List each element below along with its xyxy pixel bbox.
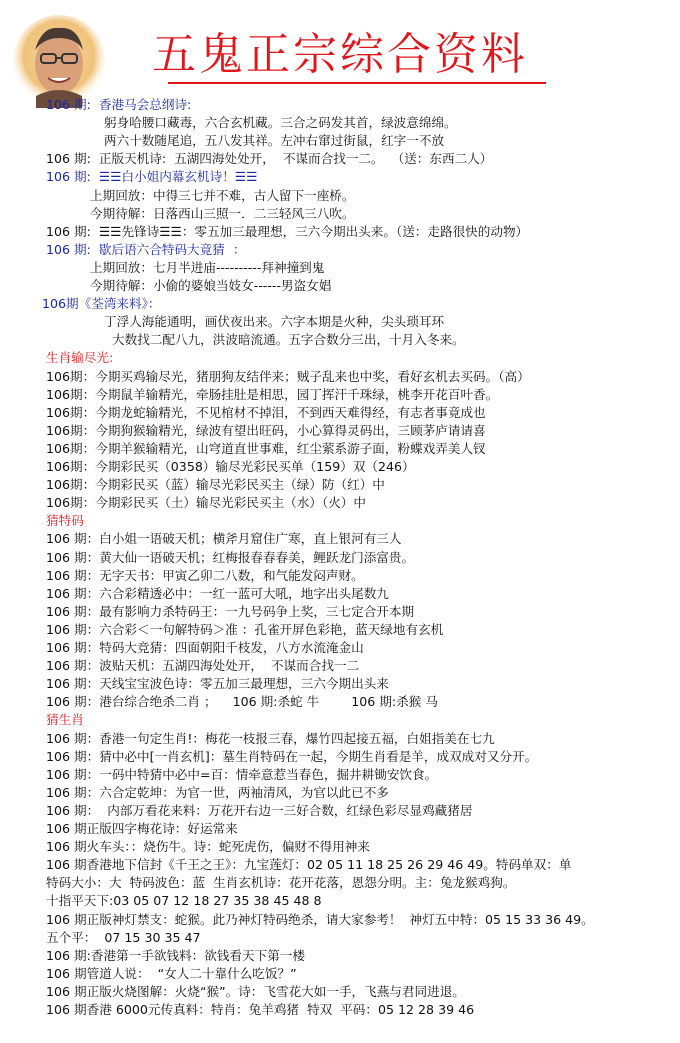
content-line: 106 期：白小姐一语破天机；横斧月窟住广寒，直上银河有三人 [46, 531, 402, 547]
content-line: 106 期:香港第一手欲钱料：欲钱看天下第一楼 [46, 947, 305, 963]
content-line: 106 期：六合彩＜一句解特码＞准 ：孔雀开屏色彩艳，蓝天绿地有玄机 [46, 621, 444, 637]
content-line: 106 期：波贴天机：五湖四海处处开， 不谋而合找一二 [46, 658, 360, 674]
content-line: 106 期香港 6000元传真料：特肖：兔羊鸡猪 特双 平码：05 12 28 39 46 [46, 1002, 475, 1017]
content-line: 106 期管道人说： “女人二十靠什么吃饭？” [46, 965, 297, 981]
content-line: 106 期: 正版天机诗: 五湖四海处处开， 不谋而合找一二。 （送：东西二人） [46, 151, 493, 167]
content-line: 106 期：六合定乾坤：为官一世，两袖清风，为官以此已不多 [46, 784, 389, 800]
content-line: 106期：今期羊猴输精光，山穹道直世事难，红尘萦系游子面，粉蝶戏弄美人钗 [46, 440, 486, 456]
content-line: 106 期：香港一句定生肖!：梅花一枝报三春，爆竹四起接五福，白姐指美在七九 [46, 730, 495, 746]
content-line: 106期：今期买鸡输尽光，猪朋狗友结伴来；贼子乱来也中奖，看好玄机去买码。（高） [46, 368, 530, 384]
content-line: 106 期：黄大仙一语破天机；红梅报春春春美，鲤跃龙门添富贵。 [46, 549, 415, 565]
content-line: 上期回放：七月半进庙----------拜神撞到鬼 [90, 259, 325, 275]
content-line: 106 期香港地下信封《千王之王》：九宝莲灯：02 05 11 18 25 26 29 46 49。特码单双：单 [46, 857, 572, 873]
content-line: 106 期：天线宝宝波色诗：零五加三最理想，三六今期出头来 [46, 676, 389, 692]
content-line: 106期：今期彩民买（蓝）输尽光彩民买主（绿）防（红）中 [46, 477, 385, 493]
content-line: 106期：今期彩民买（土）输尽光彩民买主（水）（火）中 [46, 495, 366, 511]
content-line: 106 期：港台综合绝杀二肖 ； 106 期:杀蛇 牛 106 期:杀猴 马 [46, 694, 438, 710]
content-line: 106 期： 内部万看花来料：万花开右边一三好合数，红绿色彩尽显鸡藏猪居 [46, 802, 473, 818]
section-heading: 猜特码 [46, 513, 84, 529]
content-line: 今期待解：小偷的婆娘当妓女------男盗女娼 [90, 278, 332, 293]
content-line: 106期：今期龙蛇输精光，不见棺材不掉泪，不到西天难得经，有志者事竟成也 [46, 404, 486, 420]
content-line: 106 期：最有影响力杀特码王：一九号码争上奖，三七定合开本期 [46, 603, 415, 619]
page-title: 五鬼正宗综合资料 [152, 29, 528, 80]
title-underline [168, 82, 546, 84]
content-line: 106 期：特码大竞猜：四面朝阳千枝发，八方水流淹金山 [46, 640, 364, 655]
content-line: 106 期正版神灯禁支：蛇猴。此乃神灯特码绝杀，请大家参考！ 神灯五中特：05 15 33 36 49。 [46, 911, 594, 927]
content-line: 106 期：猜中必中[一肖玄机]：墓生肖特码在一起，今期生肖看是羊，成双成对又分开。 [46, 748, 538, 764]
content-line: 106 期：一码中特猜中必中=百：情牵意惹当春色，掘井耕锄安饮食。 [46, 766, 438, 782]
content-line: 十指平天下:03 05 07 12 18 27 35 38 45 48 8 [46, 893, 322, 909]
content-line: 特码大小：大 特码波色：蓝 生肖玄机诗：花开花落，恩怨分明。主：兔龙猴鸡狗。 [46, 875, 516, 891]
content-line: 五个平： 07 15 30 35 47 [46, 929, 201, 945]
content-line: 大数找二配八九，洪波暗流通。五字合数分三出，十月入冬来。 [112, 332, 465, 348]
content-line: 106期：今期狗猴输精光，绿波有望出旺码，小心算得灵码出，三顾茅庐请请喜 [46, 422, 486, 438]
content-line: 106 期: 歇后语六合特码大竟猜 ： [46, 241, 246, 257]
section-heading: 猜生肖 [46, 712, 84, 728]
content-line: 106 期正版四字梅花诗：好运常来 [46, 821, 238, 836]
content-line: 106 期：无字天书：甲寅乙卯二八数，和气能发闷声财。 [46, 567, 364, 583]
content-line: 106期《荃湾来料》： [42, 296, 161, 312]
section-heading: 生肖输尽光: [46, 350, 114, 366]
content-line: 106 期: ☰☰白小姐内幕玄机诗！☰☰ [46, 169, 258, 185]
content-line: 106 期: 香港马会总纲诗: [46, 97, 192, 112]
content-line: 106期：今期彩民买（0358）输尽光彩民买单（159）双（246） [46, 459, 415, 474]
content-line: 两六十数随尾追，五八发其祥。左冲右窜过街鼠，红字一不放 [104, 133, 445, 149]
content-line: 躬身哈腰口藏毒，六合玄机藏。三合之码发其首，绿波意绵绵。 [104, 115, 457, 131]
content-line: 上期回放：中得三七并不难，古人留下一座桥。 [90, 187, 355, 203]
content-line: 106 期: ☰☰先锋诗☰☰：零五加三最理想，三六今期出头来。（送：走路很快的动物） [46, 223, 529, 239]
content-line: 丁浮人海能通明，画伏夜出来。六字本期是火种，尖头琐耳环 [104, 314, 445, 330]
content-line: 106期：今期鼠羊输精光，牵肠挂肚是相思，园丁挥汗千珠绿，桃李开花百叶香。 [46, 386, 499, 402]
content-line: 106 期：六合彩精透必中：一红一蓝可大吼，地字出头尾数九 [46, 585, 389, 601]
content-line: 106 期正版火烧图解：火烧“猴”。诗：飞雪花大如一手，飞燕与君同进退。 [46, 983, 465, 999]
content-line: 今期待解：日落西山三照一．二三轻风三八吹。 [90, 205, 355, 221]
content-line: 106 期火车头：：烧伤牛。诗：蛇死虎伤，偏财不得用神来 [46, 839, 370, 855]
